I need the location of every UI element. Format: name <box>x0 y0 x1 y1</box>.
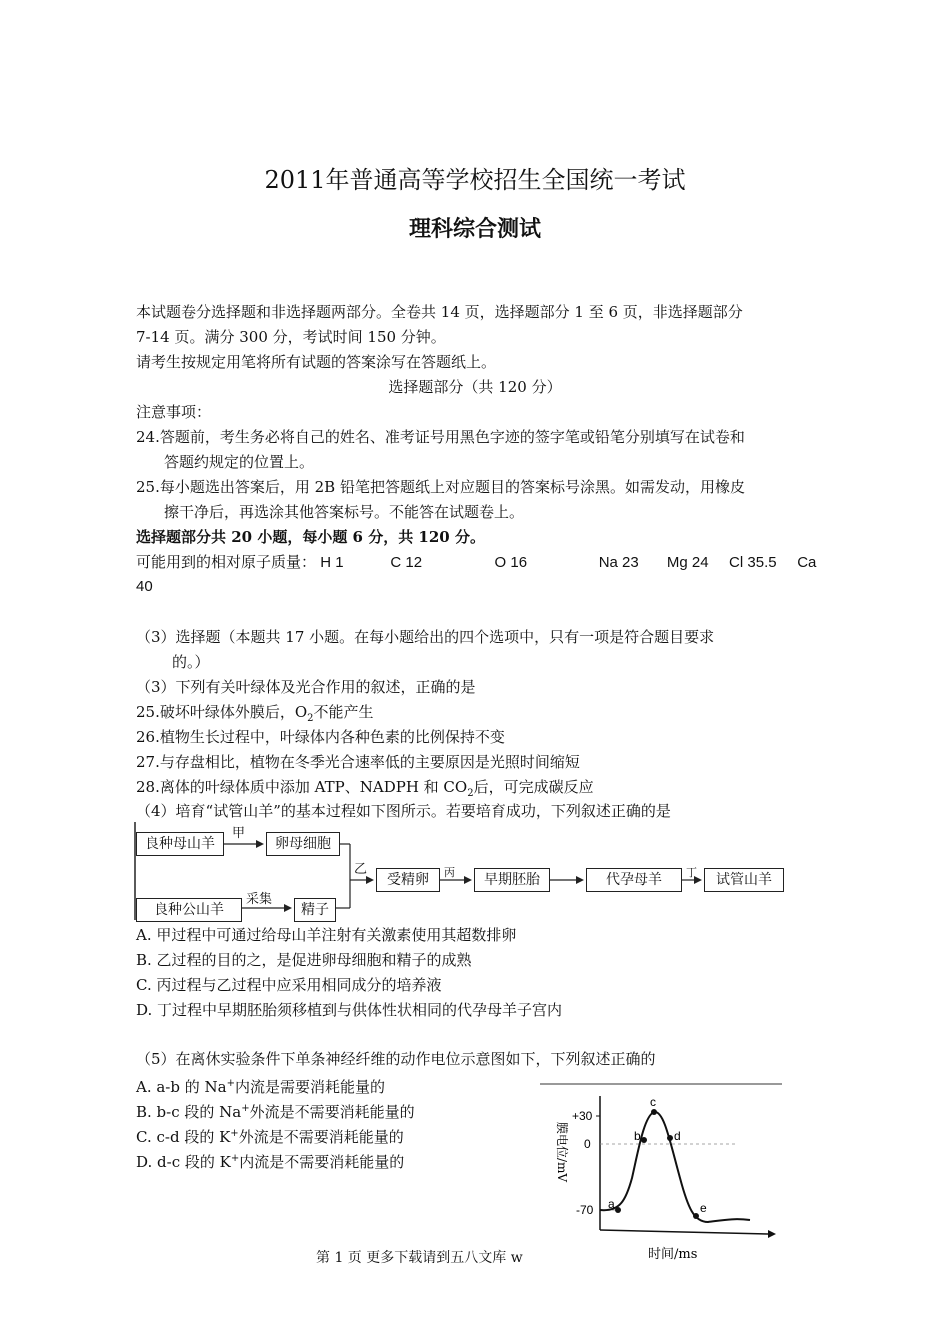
point-c <box>651 1109 657 1115</box>
superscript: + <box>226 1078 235 1089</box>
note-text: 每小题选出答案后，用 2B 铅笔把答题纸上对应题目的答案标号涂黑。如需发动，用橡皮 <box>159 478 745 496</box>
box-surrogate: 代孕母羊 <box>586 868 682 892</box>
q3-stem: （3）下列有关叶绿体及光合作用的叙述，正确的是 <box>136 678 476 696</box>
label-bing: 丙 <box>444 866 455 879</box>
q-section-line-1: （3）选择题（本题共 17 小题。在每小题给出的四个选项中，只有一项是符合题目要求 <box>136 628 715 646</box>
note-text: 答题前，考生务必将自己的姓名、准考证号用黑色字迹的签字笔或铅笔分别填写在试卷和 <box>159 428 745 446</box>
opt-text: 内流是需要消耗能量的 <box>234 1078 385 1096</box>
opt-text: 内流是不需要消耗能量的 <box>239 1153 405 1171</box>
point-a <box>615 1207 621 1213</box>
atom-cl: Cl 35.5 <box>729 554 777 571</box>
opt-text: C. c-d 段的 K <box>136 1128 231 1146</box>
q-section-line-2: 的。） <box>172 653 210 671</box>
q5-option-a <box>136 1074 385 1097</box>
choice-summary: 选择题部分共 20 小题，每小题 6 分，共 120 分。 <box>136 528 485 546</box>
box-zygote: 受精卵 <box>376 868 440 892</box>
intro-line-3: 请考生按规定用笔将所有试题的答案涂写在答题纸上。 <box>136 353 497 371</box>
atom-ca: Ca <box>797 554 817 571</box>
opt-text: A. a-b 的 Na <box>136 1078 227 1096</box>
q5-option-b <box>136 1099 415 1122</box>
point-e <box>693 1213 699 1219</box>
opt-text: D. d-c 段的 K <box>136 1153 231 1171</box>
q3-option-4 <box>136 777 594 804</box>
box-male-goat: 良种公山羊 <box>136 898 242 922</box>
superscript: + <box>230 1153 240 1164</box>
note-24-cont: 答题约规定的位置上。 <box>164 453 315 471</box>
q3-option-1 <box>136 702 374 729</box>
atomic-masses <box>136 552 816 573</box>
subscript: 2 <box>467 788 474 799</box>
opt-text: 破坏叶绿体外膜后，O <box>159 703 308 721</box>
label-jia: 甲 <box>232 826 246 841</box>
intro-line-2: 7-14 页。满分 300 分，考试时间 150 分钟。 <box>136 328 446 346</box>
box-female-goat: 良种母山羊 <box>136 832 224 856</box>
label-ding: 丁 <box>686 866 697 879</box>
q5-stem: （5）在离休实验条件下单条神经纤维的动作电位示意图如下，下列叙述正确的 <box>136 1050 656 1068</box>
superscript: + <box>241 1103 250 1114</box>
page-subtitle: 理科综合测试 <box>408 216 541 242</box>
opt-text: B. b-c 段的 Na <box>136 1103 242 1121</box>
section-heading: 选择题部分（共 120 分） <box>388 378 562 396</box>
box-sperm: 精子 <box>294 898 336 922</box>
q4-stem: （4）培育“试管山羊”的基本过程如下图所示。若要培育成功，下列叙述正确的是 <box>136 802 671 820</box>
note-24 <box>136 427 745 447</box>
atoms-wrap: 40 <box>136 578 153 595</box>
q4-option-c: C. 丙过程与乙过程中应采用相同成分的培养液 <box>136 976 442 994</box>
opt-text: 外流是不需要消耗能量的 <box>249 1103 415 1121</box>
action-potential-graph <box>536 1082 786 1274</box>
note-num: 25. <box>136 478 160 496</box>
label-d: d <box>674 1129 681 1143</box>
opt-text: 离体的叶绿体质中添加 ATP、NADPH 和 CO <box>159 778 468 796</box>
note-25 <box>136 477 745 497</box>
atom-o: O 16 <box>494 554 528 571</box>
tick-30: +30 <box>572 1109 593 1123</box>
atom-h: H 1 <box>320 554 344 571</box>
q4-option-d: D. 丁过程中早期胚胎须移植到与供体性状相同的代孕母羊子宫内 <box>136 1001 563 1019</box>
x-axis-label: 时间/ms <box>648 1247 698 1262</box>
q4-option-b: B. 乙过程的目的之，是促进卵母细胞和精子的成熟 <box>136 951 472 969</box>
opt-text: 植物生长过程中，叶绿体内各种色素的比例保持不变 <box>159 728 505 746</box>
q5-option-d <box>136 1149 404 1172</box>
ivf-flow-diagram <box>134 822 786 922</box>
box-test-tube-goat: 试管山羊 <box>704 868 784 892</box>
q3-option-2 <box>136 727 505 747</box>
opt-text: 不能产生 <box>313 703 374 721</box>
opt-text: 后，可完成碳反应 <box>473 778 594 796</box>
subscript: 2 <box>307 713 314 724</box>
label-caiji: 采集 <box>246 892 273 907</box>
atom-mg: Mg 24 <box>666 554 709 571</box>
label-c: c <box>650 1095 656 1109</box>
notice-heading: 注意事项： <box>136 403 212 421</box>
box-oocyte: 卵母细胞 <box>266 832 340 856</box>
graph-svg <box>536 1082 786 1274</box>
note-25-cont: 擦干净后，再选涂其他答案标号。不能答在试题卷上。 <box>164 503 525 521</box>
atom-na: Na 23 <box>598 554 639 571</box>
q4-option-a: A. 甲过程中可通过给母山羊注射有关激素使用其超数排卵 <box>136 926 517 944</box>
label-b: b <box>634 1129 641 1143</box>
box-embryo: 早期胚胎 <box>474 868 550 892</box>
tick-0: 0 <box>584 1137 591 1151</box>
tick-neg70: -70 <box>576 1203 594 1217</box>
label-yi: 乙 <box>354 862 368 877</box>
page-title: 2011年普通高等学校招生全国统一考试 <box>264 166 686 194</box>
opt-num: 28. <box>136 778 160 796</box>
q3-option-3 <box>136 752 580 772</box>
opt-text: 外流是不需要消耗能量的 <box>238 1128 404 1146</box>
x-axis <box>600 1230 768 1234</box>
opt-num: 26. <box>136 728 160 746</box>
atoms-label: 可能用到的相对原子质量： <box>136 553 317 571</box>
y-axis-label: 膜电位/mV <box>555 1122 569 1183</box>
page-footer: 第 1 页 更多下载请到五八文库 w <box>316 1250 523 1266</box>
note-num: 24. <box>136 428 160 446</box>
superscript: + <box>230 1128 239 1139</box>
opt-num: 25. <box>136 703 160 721</box>
point-b <box>641 1137 647 1143</box>
label-e: e <box>700 1201 707 1215</box>
point-d <box>667 1135 673 1141</box>
intro-line-1: 本试题卷分选择题和非选择题两部分。全卷共 14 页，选择题部分 1 至 6 页，非选择题部分 <box>136 303 743 321</box>
opt-num: 27. <box>136 753 160 771</box>
label-a: a <box>608 1197 615 1211</box>
atom-c: C 12 <box>390 554 423 571</box>
opt-text: 与存盘相比，植物在冬季光合速率低的主要原因是光照时间缩短 <box>159 753 580 771</box>
q5-option-c <box>136 1124 404 1147</box>
